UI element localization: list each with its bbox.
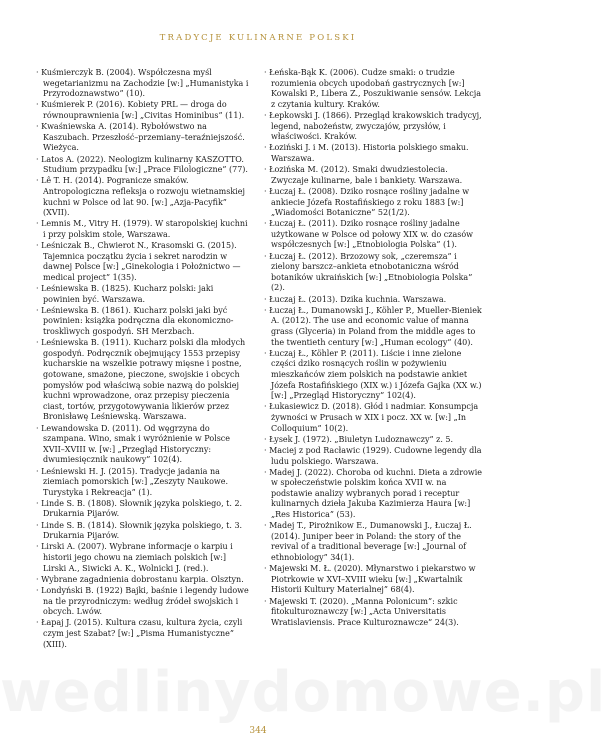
page-number: 344 [249,726,267,736]
bibliography-entry: · Majewski M. Ł. (2020). Młynarstwo i piekarstwo w Piotrkowie w XVI–XVIII wieku [w:] „Kwartalnik Historii Kultury Materialnej” 68(4). [264,564,483,596]
bibliography-entry: · Leśniewska B. (1911). Kucharz polski dla młodych gospodyń. Podręcznik obejmujący 1553 przepisy kucharskie na wszelkie potrawy mięsne i postne, gotowane, smażone, pieczone, swojskie i obcych pomysłów pod właściwą sobie nazwą do polskiej kuchni wprowadzone, oraz przepisy pieczenia ciast, tortów, przygotowywania likierów przez Bronisławę Leśniewską. Warszawa. [36,338,251,423]
bibliography-entry: · Łeńska-Bąk K. (2006). Cudze smaki: o trudzie rozumienia obcych upodobań gastrycznych [w:] Kowalski P., Libera Z., Poszukiwanie sensów. Lekcja z czytania kultury. Kraków. [264,68,483,110]
bibliography-entry: · Leśniewska B. (1825). Kucharz polski: jaki powinien być. Warszawa. [36,284,251,305]
bibliography-entry: · Kwaśniewska A. (2014). Rybołówstwo na Kaszubach. Przeszłość–przemiany–teraźniejszość. Wieżyca. [36,122,251,154]
bibliography-entry: · Leśniczak B., Chwierot N., Krasomski G. (2015). Tajemnica początku życia i sekret narodzin w dawnej Polsce [w:] „Ginekologia i Położnictwo — medical project” 1(35). [36,241,251,283]
bibliography-entry: · Linde S. B. (1814). Słownik języka polskiego, t. 3. Drukarnia Pijarów. [36,521,251,542]
bibliography-entry: · Łukasiewicz D. (2018). Głód i nadmiar. Konsumpcja żywności w Prusach w XIX i pocz. XX w. [w:] „In Colloquium” 10(2). [264,402,483,434]
bibliography-column-left [36,68,251,651]
running-header: TRADYCJE KULINARNE POLSKI [159,33,357,43]
bibliography-entry: · Lirski A. (2007). Wybrane informacje o karpiu i historii jego chowu na ziemiach polskich [w:] Lirski A., Siwicki A. K., Wolnicki J. (red.). [36,542,251,574]
bibliography-entry: · Lê T. H. (2014). Pogranicze smaków. Antropologiczna refleksja o rozwoju wietnamskiej kuchni w Polsce od lat 90. [w:] „Azja-Pacyfik” (XVII). [36,176,251,218]
bibliography-entry: · Łuczaj Ł. (2008). Dziko rosnące rośliny jadalne w ankiecie Józefa Rostafińskiego z roku 1883 [w:] „Wiadomości Botaniczne” 52(1/2). [264,187,483,219]
bibliography-entry: · Madej T., Pirożnikow E., Dumanowski J., Łuczaj Ł. (2014). Juniper beer in Poland: the story of the revival of a traditional beverage [w:] „Journal of ethnobiology” 34(1). [264,521,483,563]
bibliography-entry: · Majewski T. (2020). „Manna Polonicum”: szkic fitokulturoznawczy [w:] „Acta Universitatis Wratislaviensis. Prace Kulturoznawcze” 24(3). [264,597,483,629]
bibliography-entry: · Łoziński J. i M. (2013). Historia polskiego smaku. Warszawa. [264,143,483,164]
bibliography-entry: · Leśniewski H. J. (2015). Tradycje jadania na ziemiach pomorskich [w:] „Zeszyty Naukowe. Turystyka i Rekreacja” (1). [36,467,251,499]
bibliography-entry: · Londyński B. (1922) Bajki, baśnie i legendy ludowe na tle przyrodniczym: według źródeł swojskich i obcych. Lwów. [36,586,251,618]
bibliography-entry: · Linde S. B. (1808). Słownik języka polskiego, t. 2. Drukarnia Pijarów. [36,499,251,520]
bibliography-entry: · Maciej z pod Racławic (1929). Cudowne legendy dla ludu polskiego. Warszawa. [264,446,483,467]
bibliography-entry: · Łuczaj Ł., Köhler P. (2011). Liście i inne zielone części dziko rosnących roślin w pożywieniu mieszkańców ziem polskich na podstawie ankiet Józefa Rostafińskiego (XIX w.) i Józefa Gajka (XX w.) [w:] „Przegląd Historyczny” 102(4). [264,349,483,402]
watermark: wedlinydomowe.pl [0,660,606,725]
bibliography-entry: · Łapaj J. (2015). Kultura czasu, kultura życia, czyli czym jest Szabat? [w:] „Pisma Humanistyczne” (XIII). [36,618,251,650]
bibliography-entry: · Wybrane zagadnienia dobrostanu karpia. Olsztyn. [36,575,251,586]
bibliography-entry: · Lewandowska D. (2011). Od węgrzyna do szampana. Wino, smak i wyróżnienie w Polsce XVII–XVIII w. [w:] „Przegląd Historyczny: dwumiesięcznik naukowy” 102(4). [36,424,251,466]
bibliography-entry: · Łuczaj Ł., Dumanowski J., Köhler P., Mueller-Bieniek A. (2012). The use and economic value of manna grass (Glyceria) in Poland from the middle ages to the twentieth century [w:] „Human ecology” (40). [264,306,483,348]
bibliography-entry: · Łozińska M. (2012). Smaki dwudziestolecia. Zwyczaje kulinarne, bale i bankiety. Warszawa. [264,165,483,186]
bibliography-entry: · Łuczaj Ł. (2011). Dziko rosnące rośliny jadalne użytkowane w Polsce od połowy XIX w. do czasów współczesnych [w:] „Etnobiologia Polska” (1). [264,219,483,251]
bibliography-entry: · Kuśmierczyk B. (2004). Współczesna myśl wegetarianizmu na Zachodzie [w:] „Humanistyka i Przyrodoznawstwo” (10). [36,68,251,100]
bibliography-entry: · Leśniewska B. (1861). Kucharz polski jaki być powinien: książka podręczna dla ekonomiczno-trosklìwych gospodyń. SH Merzbach. [36,306,251,338]
bibliography-entry: · Latos A. (2022). Neologizm kulinarny KASZOTTO. Studium przypadku [w:] „Prace Filologiczne” (77). [36,155,251,176]
bibliography-entry: · Lemnis M., Vitry H. (1979). W staropolskiej kuchni i przy polskim stole, Warszawa. [36,219,251,240]
bibliography-entry: · Łepkowski J. (1866). Przegląd krakowskich tradycyj, legend, nabożeństw, zwyczajów, przysłów, i właściwości. Kraków. [264,111,483,143]
bibliography-entry: · Łuczaj Ł. (2013). Dzika kuchnia. Warszawa. [264,295,483,306]
bibliography-entry: · Madej J. (2022). Choroba od kuchni. Dieta a zdrowie w społeczeństwie polskim końca XVII w. na podstawie analizy wybranych porad i receptur kulinarnych dzieła Jakuba Kazimierza Haura [w:] „Res Historica” (53). [264,468,483,521]
bibliography-column-right [264,68,483,629]
bibliography-entry: · Kuśmierek P. (2016). Kobiety PRL — droga do równouprawnienia [w:] „Civitas Hominibus” (11). [36,100,251,121]
bibliography-entry: · Łysek J. (1972). „Biuletyn Ludoznawczy” z. 5. [264,435,483,446]
bibliography-entry: · Łuczaj Ł. (2012). Brzozowy sok, „czeremsza” i zielony barszcz–ankieta etnobotaniczna wśród botaników ukraińskich [w:] „Etnobiologia Polska” (2). [264,252,483,294]
